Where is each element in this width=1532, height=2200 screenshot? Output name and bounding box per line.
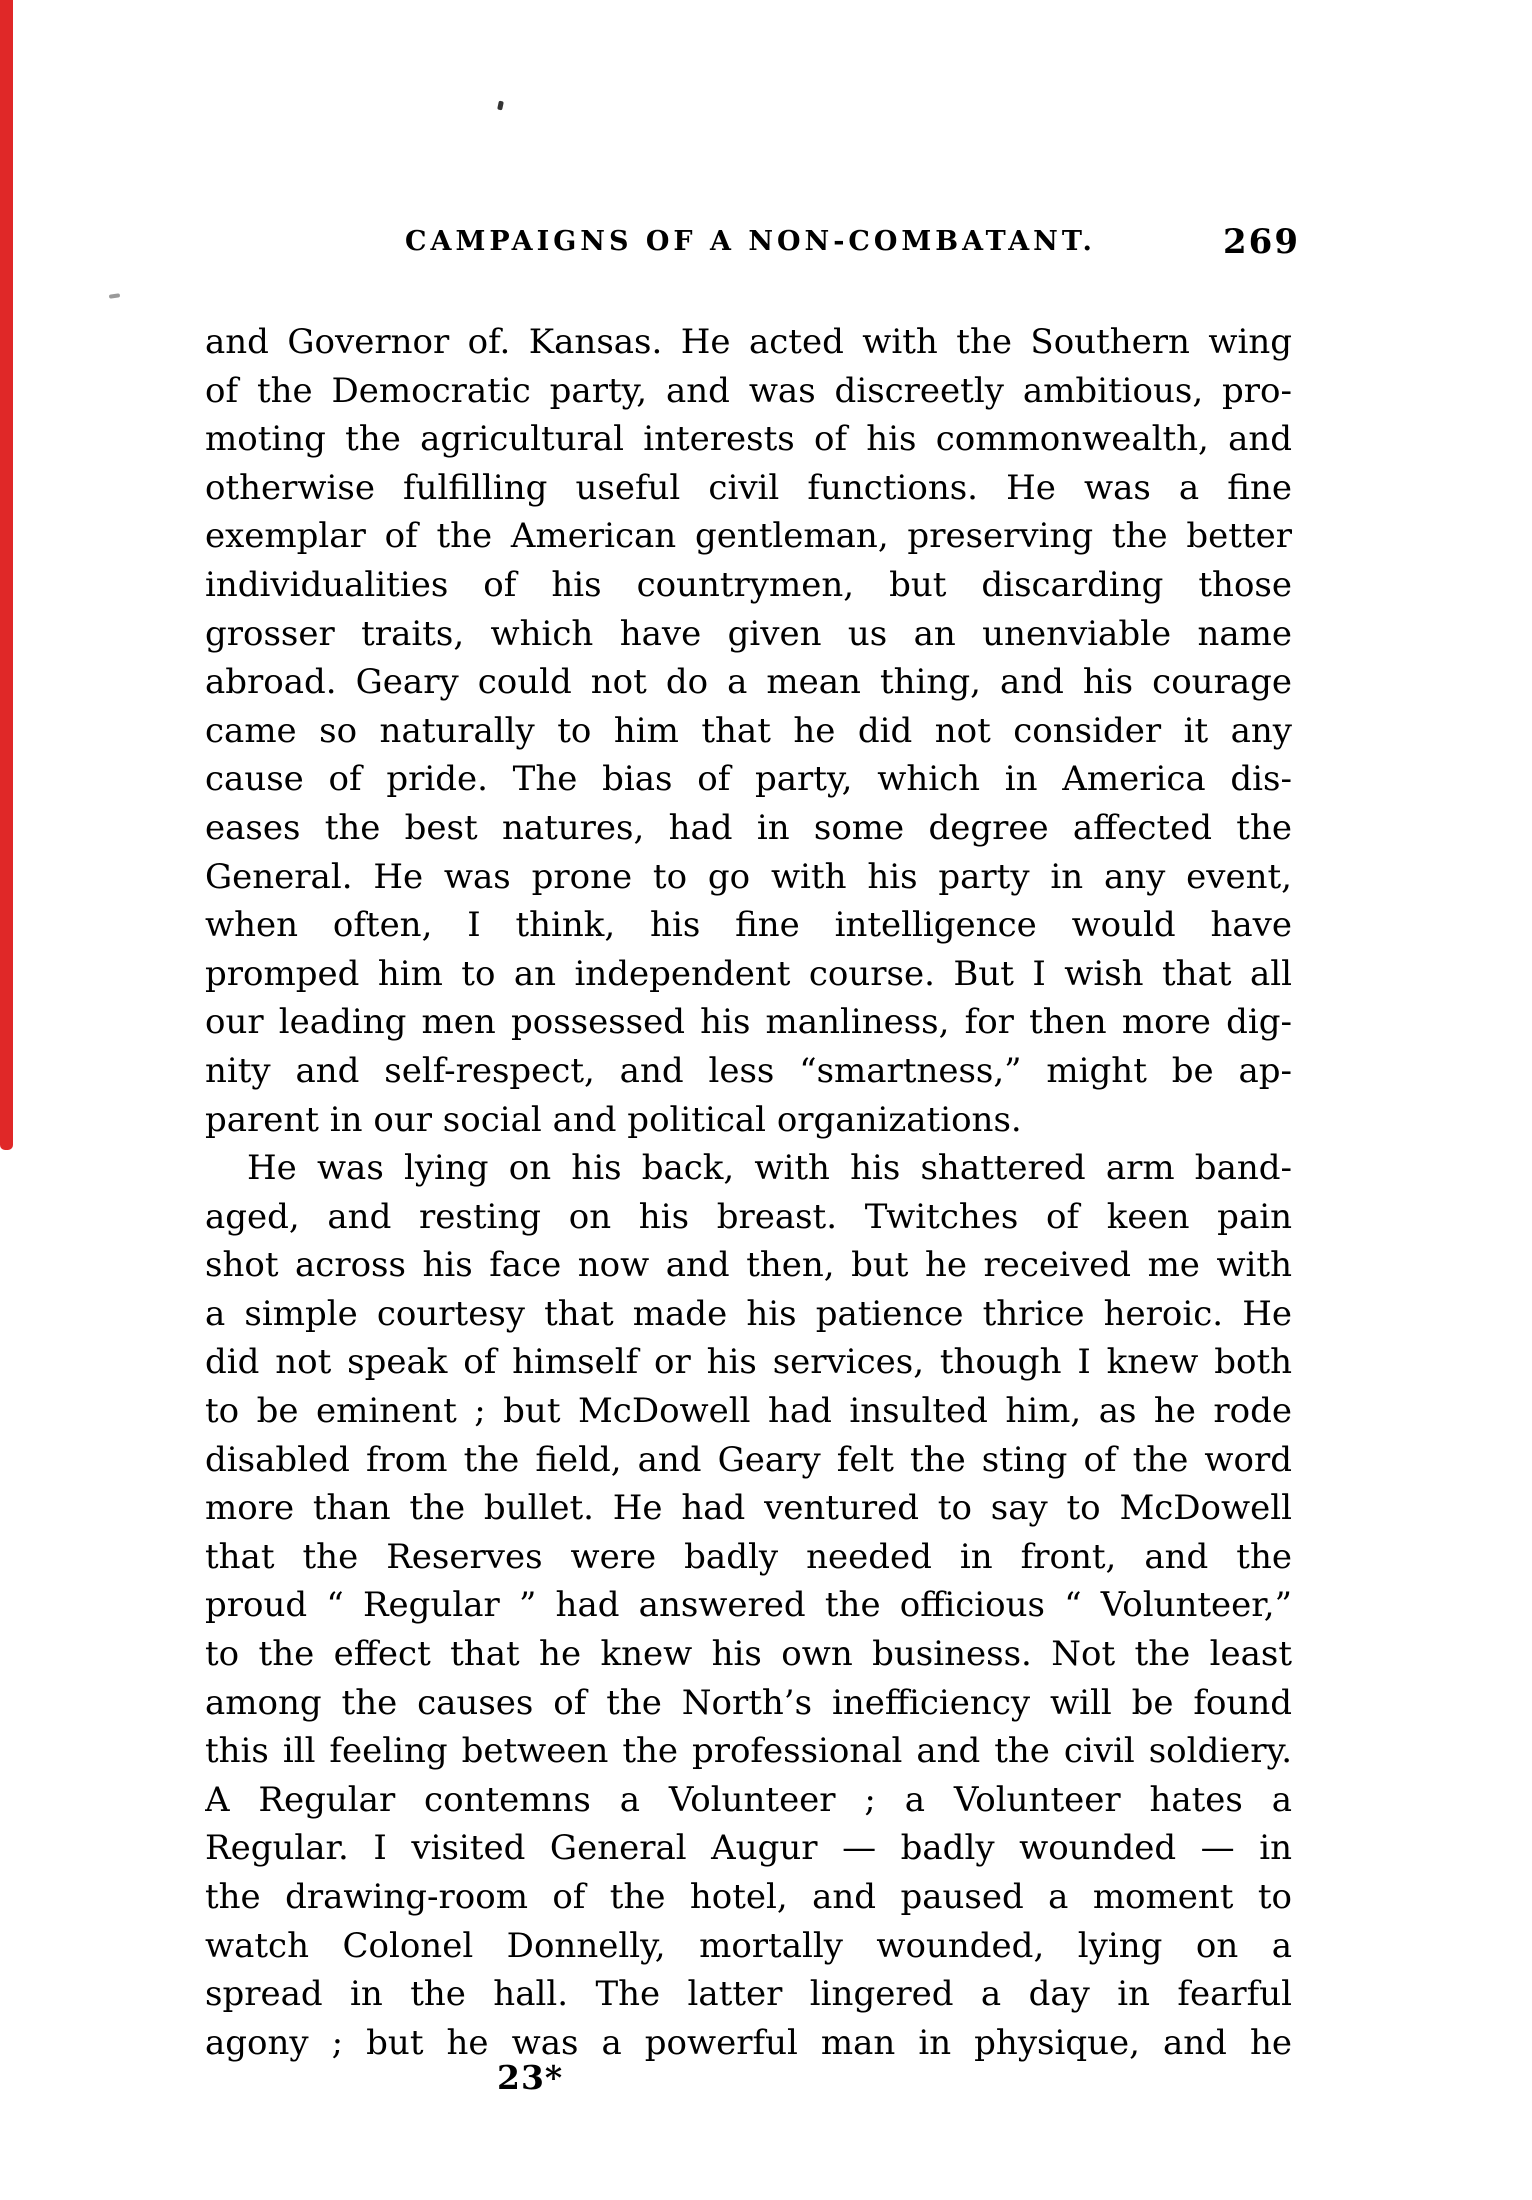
text-line: A Regular contemns a Volunteer ; a Volunteer hates a bbox=[205, 1779, 1292, 1820]
text-line: aged, and resting on his breast. Twitches of keen pain bbox=[205, 1196, 1292, 1237]
text-line: moting the agricultural interests of his commonwealth, and bbox=[205, 419, 1292, 460]
signature-mark: 23* bbox=[497, 2058, 564, 2097]
text-line: grosser traits, which have given us an unenviable name bbox=[205, 613, 1292, 654]
text-line: came so naturally to him that he did not consider it any bbox=[205, 710, 1292, 751]
text-line: more than the bullet. He had ventured to say to McDowell bbox=[205, 1488, 1292, 1529]
body-text bbox=[205, 318, 1292, 2067]
text-line: disabled from the field, and Geary felt the sting of the word bbox=[205, 1439, 1292, 1480]
text-line: eases the best natures, had in some degree affected the bbox=[205, 807, 1292, 848]
text-line: abroad. Geary could not do a mean thing, and his courage bbox=[205, 662, 1292, 703]
text-line: proud “ Regular ” had answered the officious “ Volunteer,” bbox=[205, 1585, 1292, 1626]
text-line: exemplar of the American gentleman, preserving the better bbox=[205, 516, 1292, 557]
text-line: otherwise fulfilling useful civil functions. He was a fine bbox=[205, 467, 1292, 508]
text-line: cause of pride. The bias of party, which in America dis- bbox=[205, 759, 1292, 800]
text-line: spread in the hall. The latter lingered a day in fearful bbox=[205, 1974, 1292, 2015]
text-line: He was lying on his back, with his shattered arm band- bbox=[247, 1148, 1292, 1189]
text-line: this ill feeling between the professional and the civil soldiery. bbox=[205, 1731, 1292, 1772]
text-line: promped him to an independent course. But I wish that all bbox=[205, 953, 1292, 994]
text-line: when often, I think, his fine intelligence would have bbox=[205, 905, 1292, 946]
text-line: Regular. I visited General Augur — badly wounded — in bbox=[205, 1828, 1292, 1869]
running-header bbox=[205, 220, 1300, 270]
text-line: to the effect that he knew his own business. Not the least bbox=[205, 1634, 1292, 1675]
header-title: CAMPAIGNS OF A NON-COMBATANT. bbox=[405, 226, 1096, 257]
scan-speck-left-margin bbox=[109, 293, 120, 298]
text-line: to be eminent ; but McDowell had insulted him, as he rode bbox=[205, 1391, 1292, 1432]
text-line: nity and self-respect, and less “smartness,” might be ap- bbox=[205, 1050, 1292, 1091]
text-line: individualities of his countrymen, but discarding those bbox=[205, 564, 1292, 605]
text-line: among the causes of the North’s inefficiency will be found bbox=[205, 1682, 1292, 1723]
text-line: General. He was prone to go with his party in any event, bbox=[205, 856, 1292, 897]
text-line: shot across his face now and then, but he received me with bbox=[205, 1245, 1292, 1286]
page-number: 269 bbox=[1223, 222, 1300, 262]
text-line: parent in our social and political organizations. bbox=[205, 1099, 1022, 1140]
paragraph-2 bbox=[205, 1144, 1292, 2067]
text-line: of the Democratic party, and was discreetly ambitious, pro- bbox=[205, 370, 1292, 411]
text-line: that the Reserves were badly needed in front, and the bbox=[205, 1536, 1292, 1577]
text-line: agony ; but he was a powerful man in physique, and he bbox=[205, 2022, 1292, 2063]
text-line: a simple courtesy that made his patience thrice heroic. He bbox=[205, 1293, 1292, 1334]
text-line: did not speak of himself or his services, though I knew both bbox=[205, 1342, 1292, 1383]
paragraph-1 bbox=[205, 318, 1292, 1144]
text-line: our leading men possessed his manliness, for then more dig- bbox=[205, 1002, 1292, 1043]
text-line: watch Colonel Donnelly, mortally wounded, lying on a bbox=[205, 1925, 1292, 1966]
scan-speck-top bbox=[497, 101, 504, 111]
text-line: the drawing-room of the hotel, and paused a moment to bbox=[205, 1877, 1292, 1917]
text-line: and Governor of. Kansas. He acted with the Southern wing bbox=[205, 322, 1292, 362]
book-edge-red-bar bbox=[0, 0, 13, 1150]
